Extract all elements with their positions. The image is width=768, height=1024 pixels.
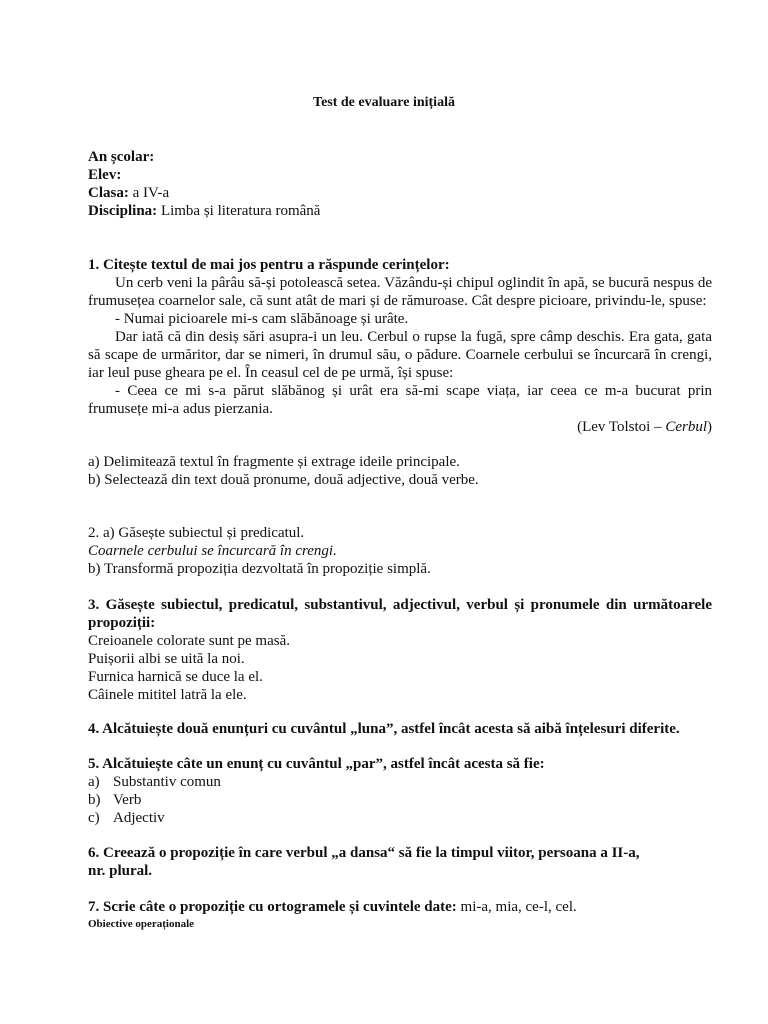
question-6-heading: nr. plural. [88, 863, 153, 879]
story-line: iar leul puse gheara pe el. În ceasul cel de pe urmă, își spuse: [88, 365, 454, 381]
question-6-heading: 6. Creează o propoziție în care verbul „a dansa“ să fie la timpul viitor, persoana a II-a, [88, 845, 640, 861]
task-item: b) Selectează din text două pronume, două adjective, două verbe. [88, 472, 479, 488]
list-marker: b) [88, 792, 101, 808]
header-info [88, 148, 712, 220]
list-item [88, 791, 712, 809]
question-4 [88, 720, 712, 738]
subject-value: Limba și literatura română [160, 203, 321, 219]
list-item-text: Adjectiv [113, 810, 165, 826]
list-item [88, 809, 712, 827]
list-item [88, 773, 712, 791]
question-6 [88, 844, 712, 880]
question-1-heading: 1. Citește textul de mai jos pentru a răspunde cerințelor: [88, 257, 450, 273]
question-7-heading: 7. Scrie câte o propoziție cu ortogramele și cuvintele date: [88, 899, 457, 915]
story-line: - Numai picioarele mi-s cam slăbănoage și urâte. [115, 311, 409, 327]
story-line: frumusețea coarnelor sale, că sunt atât de mari și de rămuroase. Cât despre picioare, privindu-le, spuse: [88, 293, 707, 309]
question-2-task-a: 2. a) Găsește subiectul și predicatul. [88, 525, 305, 541]
story-line: Dar iată că din desiș sări asupra-i un leu. Cerbul o rupse la fugă, spre câmp deschis. Era gata, gata [115, 329, 712, 345]
source-prefix: (Lev Tolstoi – [577, 419, 666, 435]
story-line: Un cerb veni la pârâu să-și potolească setea. Văzându-și chipul oglindit în apă, se bucură nespus de [115, 275, 712, 291]
question-3-heading: 3. Găsește subiectul, predicatul, substantivul, adjectivul, verbul și pronumele din următoarele [88, 597, 712, 613]
question-1 [88, 256, 712, 436]
question-7 [88, 898, 712, 916]
class-label: Clasa: [88, 185, 129, 201]
story-paragraph-1 [88, 274, 712, 310]
question-1-tasks [88, 453, 712, 489]
list-marker: c) [88, 810, 100, 826]
story-line: - Ceea ce mi s-a părut slăbănog și urât era să-mi scape viața, iar ceea ce m-a bucurat prin [115, 383, 712, 399]
question-2-task-b: b) Transformă propoziția dezvoltată în propoziție simplă. [88, 561, 431, 577]
question-5 [88, 755, 712, 827]
story-source [88, 418, 712, 436]
subject-label: Disciplina: [88, 203, 158, 219]
source-work-title: Cerbul [665, 419, 707, 435]
exercise-sentence: Furnica harnică se duce la el. [88, 669, 263, 685]
student-label: Elev: [88, 167, 122, 183]
story-paragraph-3 [88, 328, 712, 382]
class-value: a IV-a [132, 185, 170, 201]
question-4-heading: 4. Alcătuiește două enunțuri cu cuvântul „luna”, astfel încât acesta să aibă înțelesuri diferite. [88, 721, 680, 737]
source-suffix: ) [707, 419, 712, 435]
class-row [88, 184, 712, 202]
question-3-heading: propoziții: [88, 615, 156, 631]
task-item: a) Delimitează textul în fragmente și extrage ideile principale. [88, 454, 460, 470]
school-year-label: An școlar: [88, 149, 155, 165]
question-7-row [88, 898, 712, 916]
subject-row [88, 202, 712, 220]
objectives-label: Obiective operaționale [88, 918, 195, 930]
test-title: Test de evaluare inițială [313, 95, 455, 110]
list-marker: a) [88, 774, 100, 790]
exercise-sentence: Câinele mititel latră la ele. [88, 687, 247, 703]
question-3 [88, 596, 712, 704]
question-2-sentence: Coarnele cerbului se încurcară în crengi. [88, 543, 337, 559]
question-7-words: mi-a, mia, ce-l, cel. [460, 899, 577, 915]
list-item-text: Verb [113, 792, 142, 808]
exercise-sentence: Creioanele colorate sunt pe masă. [88, 633, 291, 649]
list-item-text: Substantiv comun [113, 774, 221, 790]
question-5-heading: 5. Alcătuiește câte un enunț cu cuvântul „par”, astfel încât acesta să fie: [88, 756, 545, 772]
story-paragraph-2 [88, 310, 712, 328]
story-paragraph-4 [88, 382, 712, 418]
exercise-sentence: Puișorii albi se uită la noi. [88, 651, 245, 667]
question-2 [88, 524, 712, 578]
story-line: frumusețe mi-a adus pierzania. [88, 401, 273, 417]
story-line: să scape de urmăritor, dar se nimeri, în drumul său, o pădure. Coarnele cerbului se încurcară în crengi, [88, 347, 712, 363]
